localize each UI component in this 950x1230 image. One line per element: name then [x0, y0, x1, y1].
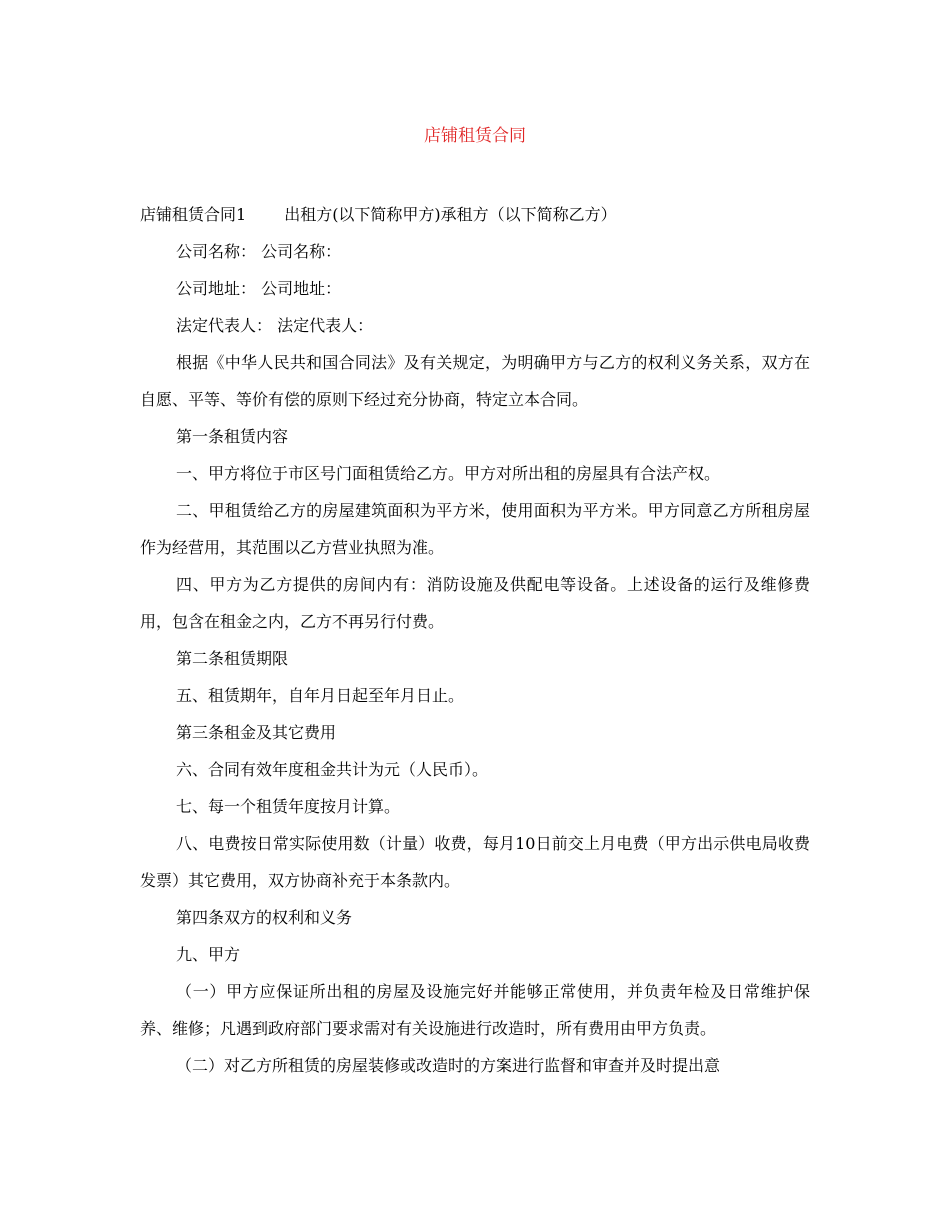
clause-5: 五、租赁期年，自年月日起至年月日止。 [176, 686, 465, 705]
preamble-paragraph: 根据《中华人民共和国合同法》及有关规定，为明确甲方与乙方的权利义务关系，双方在自愿、平等、等价有偿的原则下经过充分协商，特定立本合同。 [140, 353, 810, 409]
clause-8: 八、电费按日常实际使用数（计量）收费，每月10日前交上月电费（甲方出示供电局收费发票）其它费用，双方协商补充于本条款内。 [140, 834, 810, 890]
document-body [140, 196, 810, 1084]
article-4-heading: 第四条双方的权利和义务 [176, 908, 353, 927]
clause-6: 六、合同有效年度租金共计为元（人民币）。 [176, 760, 489, 779]
contract-heading: 店铺租赁合同1 [140, 205, 247, 224]
clause-9-item-1: （一）甲方应保证所出租的房屋及设施完好并能够正常使用，并负责年检及日常维护保养、维修；凡遇到政府部门要求需对有关设施进行改造时，所有费用由甲方负责。 [140, 982, 810, 1038]
company-name-line: 公司名称： 公司名称： [176, 242, 342, 261]
clause-9-item-2: （二）对乙方所租赁的房屋装修或改造时的方案进行监督和审查并及时提出意 [176, 1056, 721, 1075]
company-address-line: 公司地址： 公司地址： [176, 279, 342, 298]
clause-9-heading: 九、甲方 [176, 945, 241, 964]
clause-7: 七、每一个租赁年度按月计算。 [176, 797, 401, 816]
intro-line [140, 196, 810, 233]
parties-definition: 出租方(以下简称甲方)承租方（以下简称乙方） [284, 205, 617, 224]
clause-4: 四、甲方为乙方提供的房间内有：消防设施及供配电等设备。上述设备的运行及维修费用，包含在租金之内，乙方不再另行付费。 [140, 575, 810, 631]
article-3-heading: 第三条租金及其它费用 [176, 723, 337, 742]
legal-representative-line: 法定代表人： 法定代表人： [176, 316, 374, 335]
article-1-heading: 第一条租赁内容 [176, 427, 289, 446]
article-2-heading: 第二条租赁期限 [176, 649, 289, 668]
document-title: 店铺租赁合同 [424, 126, 526, 146]
clause-2: 二、甲租赁给乙方的房屋建筑面积为平方米，使用面积为平方米。甲方同意乙方所租房屋作为经营用，其范围以乙方营业执照为准。 [140, 501, 810, 557]
clause-1: 一、甲方将位于市区号门面租赁给乙方。甲方对所出租的房屋具有合法产权。 [176, 464, 721, 483]
